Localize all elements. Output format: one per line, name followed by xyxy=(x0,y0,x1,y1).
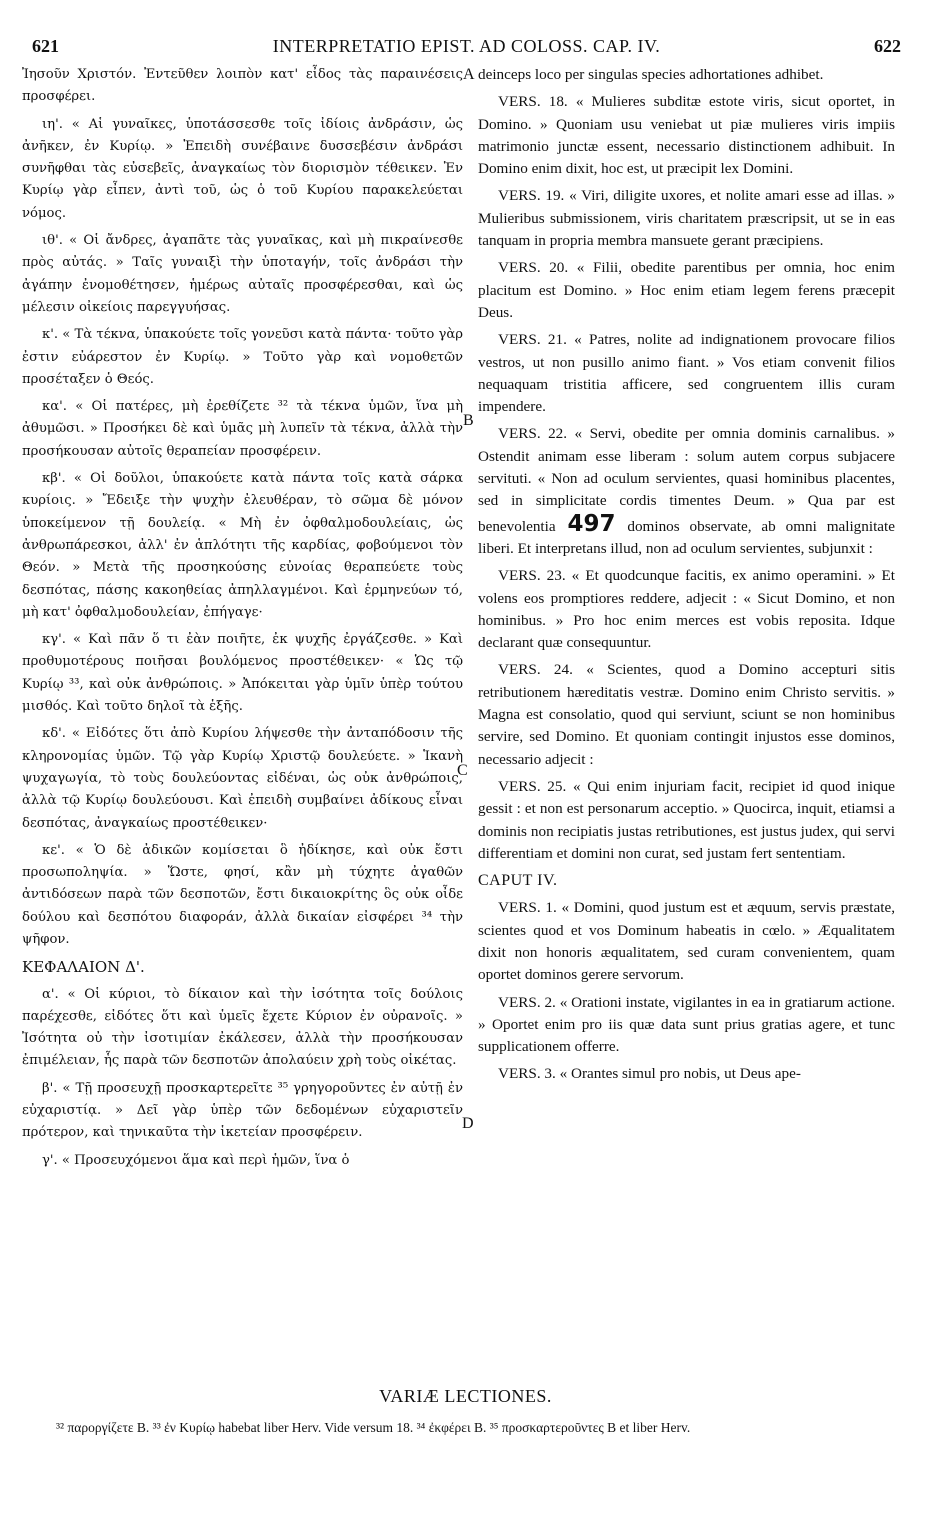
margin-marker-b: B xyxy=(463,412,474,429)
greek-chapter-heading: ΚΕΦΑΛΑΙΟΝ Δ'. xyxy=(22,958,145,977)
greek-paragraph: α'. « Οἱ κύριοι, τὸ δίκαιον καὶ τὴν ἰσότητα τοῖς δούλοις παρέχεσθε, εἰδότες ὅτι καὶ ὑμεῖς ἔχετε Κύριον ἐν οὐρανοῖς. » Ἰσότητα οὐ τὴν ἰσοτιμίαν ἐκάλεσεν, ἀλλὰ τὴν προσήκουσαν ἐπιμέλειαν, ἧς παρὰ τῶν δεσποτῶν ἀπολαύειν χρὴ τοὺς οἰκέτας. xyxy=(22,986,463,1069)
greek-paragraph: β'. « Τῇ προσευχῇ προσκαρτερεῖτε ³⁵ γρηγοροῦντες ἐν αὐτῇ ἐν εὐχαριστίᾳ. » Δεῖ γὰρ ὑπὲρ τῶν δεδομένων εὐχαριστεῖν πρότερον, καὶ τηνικαῦτα τὴν ἱκετείαν προσφέρειν. xyxy=(22,1080,463,1141)
latin-paragraph: VERS. 18. « Mulieres subditæ estote viris, sicut oportet, in Domino. » Quoniam usu veniebat ut piæ mulieres viris impiis matrimonio junctæ essent, necessario distinctionem adhibuit. In Domino enim dixit, hoc est, ut præcipit lex Domini. xyxy=(478,93,895,178)
latin-paragraph: VERS. 2. « Orationi instate, vigilantes in ea in gratiarum actione. » Oportet enim pro iis quæ data sunt prius gratias agere, et tunc supplicationem offerre. xyxy=(478,993,895,1056)
margin-marker-d: D xyxy=(462,1115,474,1132)
greek-paragraph: κα'. « Οἱ πατέρες, μὴ ἐρεθίζετε ³² τὰ τέκνα ὑμῶν, ἵνα μὴ ἀθυμῶσι. » Προσήκει δὲ καὶ ὑμᾶς μὴ λυπεῖν τὰ τέκνα, ἀλλὰ τὴν προσήκουσαν αὐτοῖς θεραπείαν προσφέρειν. xyxy=(22,399,463,459)
latin-text: dominos observate, ab omni malignitate liberi. Et interpretans illud, non ad oculum servientes, subjunxit : xyxy=(478,517,896,557)
greek-paragraph: Ἰησοῦν Χριστόν. Ἐντεῦθεν λοιπὸν κατ' εἶδος τὰς παραινέσεις προσφέρει. xyxy=(22,67,463,105)
latin-paragraph: VERS. 3. « Orantes simul pro nobis, ut Deus ape- xyxy=(498,1065,801,1083)
greek-paragraph: κδ'. « Εἰδότες ὅτι ἀπὸ Κυρίου λήψεσθε τὴν ἀνταπόδοσιν τῆς κληρονομίας ὑμῶν. Τῷ γὰρ Κυρίῳ Χριστῷ δουλεύετε. » Ἱκανὴ ψυχαγωγία, τὸ τοὺς δουλεύοντας εἰδέναι, ὡς οὐκ ἀνθρώποις, ἀλλὰ τῷ Κυρίῳ δουλεύουσι. Καὶ ἐπειδὴ συμβαίνει ἀδίκους εἶναι δεσπότας, ἀναγκαίως προστέθεικεν· xyxy=(22,726,463,831)
margin-marker-c: C xyxy=(457,762,468,779)
page-number-left: 621 xyxy=(32,36,59,56)
latin-paragraph: VERS. 23. « Et quodcunque facitis, ex animo operamini. » Et volens eos promptiores reddere, adjecit : « Sicut Domino, et non hominibus. » Pro hoc enim merces est vobis reposita. Idque declarant quæ consequuntur. xyxy=(478,567,895,652)
latin-column xyxy=(478,64,895,1091)
margin-marker-a: A xyxy=(463,66,475,83)
page-number-right: 622 xyxy=(874,36,901,56)
greek-paragraph: γ'. « Προσευχόμενοι ἅμα καὶ περὶ ἡμῶν, ἵνα ὁ xyxy=(42,1152,350,1168)
greek-column xyxy=(22,64,463,1177)
greek-paragraph: κγ'. « Καὶ πᾶν ὅ τι ἐὰν ποιῆτε, ἐκ ψυχῆς ἐργάζεσθε. » Καὶ προθυμοτέρους ποιῆσαι βουλόμενος προστέθεικεν· « Ὡς τῷ Κυρίῳ ³³, καὶ οὐκ ἀνθρώποις. » Ἀπόκειται γὰρ ὑμῖν ὑπὲρ τούτου μισθός. Καὶ τοῦτο δηλοῖ τὰ ἑξῆς. xyxy=(22,632,463,715)
greek-paragraph: ιθ'. « Οἱ ἄνδρες, ἀγαπᾶτε τὰς γυναῖκας, καὶ μὴ πικραίνεσθε πρὸς αὐτάς. » Ταῖς γυναιξὶ τὴν ὑποταγήν, τοῖς ἀνδράσι τὴν ἀγάπην ἐνομοθέτησεν, ἡμέρως αὐταῖς προσφέρεσθαι, καὶ ὡς μέλεσιν οἰκείοις παρεγγυήσας. xyxy=(22,233,463,315)
latin-paragraph xyxy=(478,423,895,560)
latin-paragraph: VERS. 1. « Domini, quod justum est et æquum, servis præstate, scientes quod et vos Dominum habeatis in cœlo. » Æqualitatem dixit non honoris æqualitatem, sed curam convenientem, quam oportet dominos gerere servorum. xyxy=(478,899,895,984)
latin-text: VERS. 22. « Servi, obedite per omnia dominis carnalibus. » Ostendit animam esse liberam : solum autem corpus subjacere servituti. « Non ad oculum servientes, quasi hominibus placentes, sed in simplicitate cordis timentes Deum. » Qua par est benevolentia xyxy=(478,425,895,535)
latin-paragraph: VERS. 19. « Viri, diligite uxores, et nolite amari esse ad illas. » Mulieribus submissionem, viris charitatem præscripsit, ut se in eas tanquam in propria membra mansuete gerant præcipiens. xyxy=(478,187,895,250)
latin-paragraph: VERS. 21. « Patres, nolite ad indignationem provocare filios vestros, ut non pusillo animo fiant. » Vos etiam convenit filios nequaquam tristitia afficere, sed congruentem illis curam impendere. xyxy=(478,331,895,416)
greek-paragraph: κβ'. « Οἱ δοῦλοι, ὑπακούετε κατὰ πάντα τοῖς κατὰ σάρκα κυρίοις. » Ἔδειξε τὴν ψυχὴν ἐλευθέραν, τὸ σῶμα δὲ μόνον ὑποκείμενον τῇ δουλείᾳ. « Μὴ ἐν ὀφθαλμοδουλείαις, ὡς ἀνθρωπάρεσκοι, ἀλλ' ἐν ἁπλότητι τῆς καρδίας, φοβούμενοι τὸν Θεόν. » Μετὰ τῆς προσηκούσης εὐνοίας θεραπεύετε τοὺς δεσπότας, πάσης κακοηθείας ἀπηλλαγμένοι. Καὶ ἑρμηνεύων τό, μὴ κατ' ὀφθαλμοδουλείαν, ἐπήγαγε· xyxy=(22,471,463,620)
page-header xyxy=(32,36,901,60)
footnotes xyxy=(40,1418,900,1438)
variae-lectiones-heading: VARIÆ LECTIONES. xyxy=(379,1386,552,1406)
column-number: 497 xyxy=(567,510,616,537)
greek-paragraph: ιη'. « Αἱ γυναῖκες, ὑποτάσσεσθε τοῖς ἰδίοις ἀνδράσιν, ὡς ἀνῆκεν, ἐν Κυρίῳ. » Ἐπειδὴ συνέβαινε δυσσεβέσιν ἀνδράσι συνῆφθαι τὰς εὐσεβεῖς, ἀναγκαίως τὸν διορισμὸν τέθεικεν. Ἐν Κυρίῳ γὰρ εἶπεν, ἀντὶ τοῦ, ὡς ὁ τοῦ Κυρίου παρακελεύεται νόμος. xyxy=(22,116,463,221)
greek-paragraph: κε'. « Ὁ δὲ ἀδικῶν κομίσεται ὃ ἠδίκησε, καὶ οὐκ ἔστι προσωποληψία. » Ὥστε, φησί, κἂν μὴ τύχητε ἀγαθῶν ἀντιδόσεων παρὰ τῶν δεσποτῶν, ἔστι δικαιοκρίτης ὃς οὐκ οἶδε δούλου καὶ δεσπότου διαφοράν, ἀλλὰ δικαίαν εἰσφέρει ³⁴ τὴν ψῆφον. xyxy=(22,842,463,947)
latin-chapter-heading: CAPUT IV. xyxy=(478,872,558,890)
latin-paragraph: VERS. 20. « Filii, obedite parentibus per omnia, hoc enim placitum est Domino. » Hoc enim etiam legem ferens præcepit Deus. xyxy=(478,259,895,321)
greek-paragraph: κ'. « Τὰ τέκνα, ὑπακούετε τοῖς γονεῦσι κατὰ πάντα· τοῦτο γὰρ ἐστιν εὐάρεστον ἐν Κυρίῳ. » Τοῦτο γὰρ καὶ νομοθετῶν προσέταξεν ὁ Θεός. xyxy=(22,327,463,387)
latin-paragraph: deinceps loco per singulas species adhortationes adhibet. xyxy=(478,66,824,83)
latin-paragraph: VERS. 24. « Scientes, quod a Domino accepturi sitis retributionem hæreditatis vestræ. Domino enim Christo servitis. » Magna est consolatio, quod qui serviunt, sciunt se non hominibus servire, sed Domino. Et quoniam contingit injustos esse dominos, necessario adjecit : xyxy=(478,661,895,768)
latin-paragraph: VERS. 25. « Qui enim injuriam facit, recipiet id quod inique gessit : et non est personarum acceptio. » Quocirca, inquit, etiamsi a dominis non recipiatis justas retributiones, est justus judex, qui servi differentiam et domini non curat, sed justam fert sententiam. xyxy=(478,777,895,862)
footnote-text: ³² παροργίζετε B. ³³ ἐν Κυρίῳ habebat liber Herv. Vide versum 18. ³⁴ ἐκφέρει B. ³⁵ προσκαρτεροῦντες B et liber Herv. xyxy=(56,1420,691,1435)
running-title: INTERPRETATIO EPIST. AD COLOSS. CAP. IV. xyxy=(272,36,661,56)
